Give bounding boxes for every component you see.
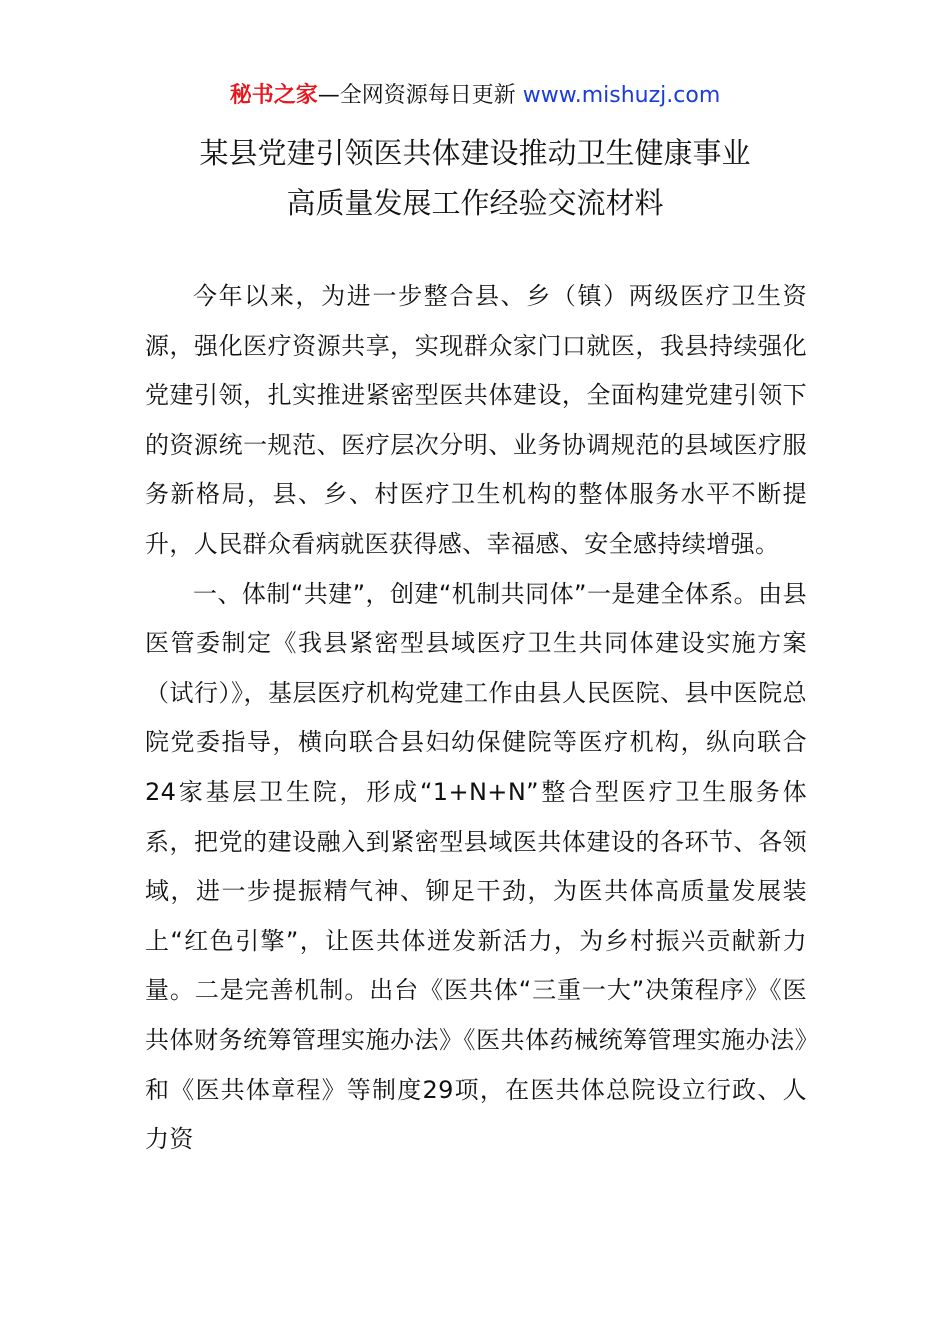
site-watermark-header <box>0 80 950 112</box>
paragraph-intro: 今年以来，为进一步整合县、乡（镇）两级医疗卫生资源，强化医疗资源共享，实现群众家门口就医，我县持续强化党建引领，扎实推进紧密型医共体建设，全面构建党建引领下的资源统一规范、医疗层次分明、业务协调规范的县域医疗服务新格局，县、乡、村医疗卫生机构的整体服务水平不断提升，人民群众看病就医获得感、幸福感、安全感持续增强。 <box>145 282 807 558</box>
document-body <box>145 272 807 1165</box>
title-line-1: 某县党建引领医共体建设推动卫生健康事业 <box>199 136 751 170</box>
brand-name: 秘书之家 <box>229 83 318 108</box>
site-url: www.mishuzj.com <box>522 83 721 108</box>
title-line-2: 高质量发展工作经验交流材料 <box>286 186 664 220</box>
document-title <box>0 128 950 228</box>
brand-slogan: —全网资源每日更新 <box>317 83 523 108</box>
paragraph-section-1: 一、体制“共建”，创建“机制共同体”一是建全体系。由县医管委制定《我县紧密型县域医疗卫生共同体建设实施方案（试行）》，基层医疗机构党建工作由县人民医院、县中医院总院党委指导，横向联合县妇幼保健院等医疗机构，纵向联合24家基层卫生院，形成“1+N+N”整合型医疗卫生服务体系，把党的建设融入到紧密型县域医共体建设的各环节、各领域，进一步提振精气神、铆足干劲，为医共体高质量发展装上“红色引擎”，让医共体迸发新活力，为乡村振兴贡献新力量。二是完善机制。出台《医共体“三重一大”决策程序》《医共体财务统筹管理实施办法》《医共体药械统筹管理实施办法》和《医共体章程》等制度29项，在医共体总院设立行政、人力资 <box>145 579 807 1154</box>
